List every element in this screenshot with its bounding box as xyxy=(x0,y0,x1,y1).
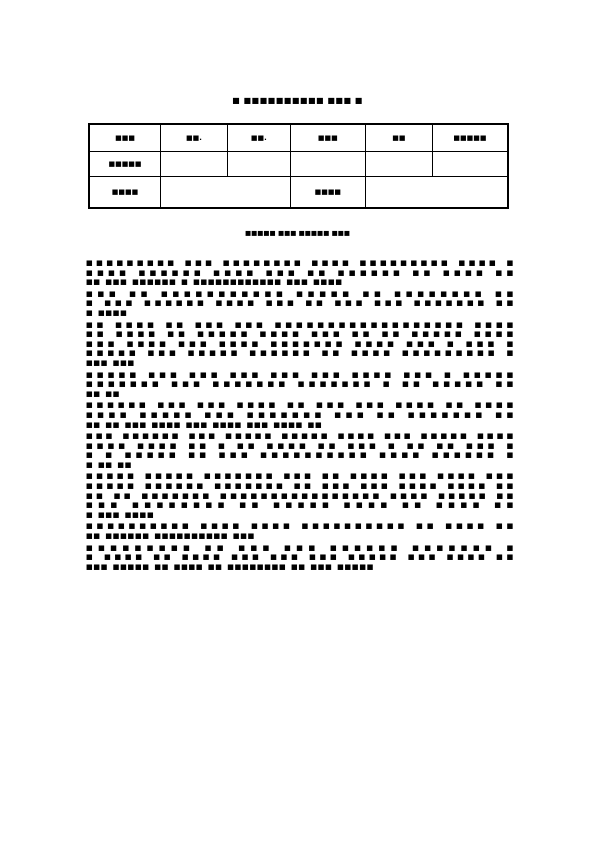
text-line: ■■■■ ■■■■■■ ■■■■ ■■■ ■■ ■■■■■■ ■■ ■■■■ ■■ xyxy=(86,267,514,277)
header-cell: ■■■ xyxy=(89,124,161,152)
text-line: ■ ■■■ ■■■■■■ ■■■■ ■■■ ■■ ■■■ ■■■ ■■■■■■■ ■■ xyxy=(86,298,514,308)
text-line: ■■■■ ■■■■■ ■■■ ■■■■■■■ ■■■ ■■ ■■■■■■■ ■■ xyxy=(86,409,514,419)
text-line: ■■■■■■■■■ ■■■ ■■■■■■■■ ■■■■ ■■■■■■■■■ ■■■■ ■ xyxy=(86,258,514,267)
text-line: ■■■ ■■■■■■ ■■■ ■■■■■ ■■■■■ ■■■■ ■■■ ■■■■■ ■■■■ xyxy=(86,431,514,441)
paragraph xyxy=(86,543,514,572)
text-line: ■■ ■■ ■■■ ■■■■ ■■■ ■■■■ ■■■ ■■■■ ■■ xyxy=(86,419,323,429)
text-line: ■■ ■■■■ ■■ ■■■■■ ■■■■ ■■■ ■■ ■■ ■■■■■ ■■■■ xyxy=(86,329,514,339)
header-cell: ■■. xyxy=(161,124,228,152)
row-label: ■■■■ xyxy=(89,177,161,209)
header-cell: ■■. xyxy=(227,124,290,152)
empty-cell xyxy=(161,177,291,209)
text-line: ■■■■■ ■■■ ■■■ ■■■ ■■■ ■■■ ■■■■ ■■■ ■ ■■■■■ xyxy=(86,369,514,379)
text-line: ■■■■ ■■■■ ■■ ■ ■■ ■■■■ ■■ ■■■ ■ ■■ ■■ ■■■ ■ xyxy=(86,440,514,450)
text-line: ■■ ■■■■■■ ■■■■■■■■■■ ■■■ xyxy=(86,531,256,541)
paragraph xyxy=(86,431,514,469)
text-line: ■■■■■■■■■■ ■■■■ ■■■■ ■■■■■■■■■■ ■■ ■■■■ ■■ xyxy=(86,521,514,531)
row-label: ■■■■■ xyxy=(89,152,161,177)
text-line: ■■■ ■■■ xyxy=(86,357,135,367)
empty-cell xyxy=(432,152,508,177)
document-title: ■ ■■■■■■■■■■ ■■■ ■ xyxy=(232,96,363,105)
paragraph xyxy=(86,370,514,399)
body-text xyxy=(86,258,514,573)
text-line: ■ ■ ■■■■■ ■■ ■■■ ■■■■■■■■■■ ■■■■ ■■■■■■ ■ xyxy=(86,450,514,460)
text-line: ■■■■■■■■■ ■■ ■■■ ■■■ ■■■■■■ ■■■■■■■ ■ xyxy=(86,542,514,552)
paragraph xyxy=(86,400,514,429)
text-line: ■■■■■ ■■■■■ ■■■■■■■ ■■■ ■■ ■■■■ ■■■ ■■■■ ■■■ xyxy=(86,471,514,481)
table-row xyxy=(89,177,508,209)
text-line: ■■ ■■■■ ■■ ■■■ ■■■ ■■■■■■■■■■■■■■■■■■ ■■■■ xyxy=(86,319,514,329)
empty-cell xyxy=(290,152,365,177)
empty-cell xyxy=(365,177,508,209)
paragraph xyxy=(86,521,514,540)
header-cell: ■■■ xyxy=(290,124,365,152)
table-row xyxy=(89,124,508,152)
text-line: ■■■■■ ■■■ ■■■■■ ■■■■■■ ■■ ■■■■ ■■■■■■■■■ ■ xyxy=(86,348,514,358)
header-cell: ■■■■■ xyxy=(432,124,508,152)
header-cell: ■■ xyxy=(365,124,432,152)
text-line: ■■ ■■ ■■■■■■■ ■■■■■■■■■■■■■■■■ ■■■■ ■■■■■ ■■ xyxy=(86,490,514,500)
section-title: ■■■■■ ■■■ ■■■■■ ■■■ xyxy=(244,229,351,237)
text-line: ■■■■■ ■■■■■■ ■■■■■■■ ■■ ■■■ ■■■ ■■■■ ■■■■ ■■ xyxy=(86,481,514,491)
text-line: ■ ■■■■ xyxy=(86,307,128,317)
text-line: ■■■■■■ ■■■ ■■■ ■■■■ ■■ ■■■ ■■■ ■■■■ ■■ ■■■■ xyxy=(86,400,514,410)
table-row xyxy=(89,152,508,177)
paragraph xyxy=(86,289,514,318)
paragraph xyxy=(86,320,514,368)
paragraph xyxy=(86,471,514,519)
empty-cell xyxy=(161,152,228,177)
text-line: ■■■ ■■ ■■■■■■■■■■■ ■■■■■ ■■ ■■■■■■■■ ■■ xyxy=(86,288,514,298)
text-line: ■ ■■■■ ■■ ■■■■ ■■■ ■■■ ■■■ ■■■■■ ■■■ ■■■■ ■■ xyxy=(86,552,514,562)
text-line: ■■■ ■■■■ ■■■ ■■■■ ■■■■■■■ ■■■■ ■■■ ■ ■■■ ■ xyxy=(86,338,514,348)
row-label: ■■■■ xyxy=(290,177,365,209)
info-table xyxy=(88,123,509,209)
text-line: ■■ ■■■ ■■■■■■ ■ ■■■■■■■■■■■■ ■■■ ■■■■ xyxy=(86,277,343,287)
empty-cell xyxy=(227,152,290,177)
paragraph xyxy=(86,258,514,287)
text-line: ■■■■■■■ ■■■ ■■■■■■■ ■■■■■■■ ■ ■■ ■■■■■ ■■ xyxy=(86,379,514,389)
text-line: ■■■ ■■■■■■■■ ■■ ■■■■■ ■■■■ ■■ ■■■■ ■■ xyxy=(86,500,514,510)
text-line: ■ ■■■ ■■■■ xyxy=(86,509,155,519)
text-line: ■ ■■ ■■ xyxy=(86,459,133,469)
empty-cell xyxy=(365,152,432,177)
text-line: ■■■ ■■■■■ ■■ ■■■■ ■■ ■■■■■■■■ ■■ ■■■ ■■■■■ xyxy=(86,561,375,571)
text-line: ■■ ■■ xyxy=(86,388,121,398)
